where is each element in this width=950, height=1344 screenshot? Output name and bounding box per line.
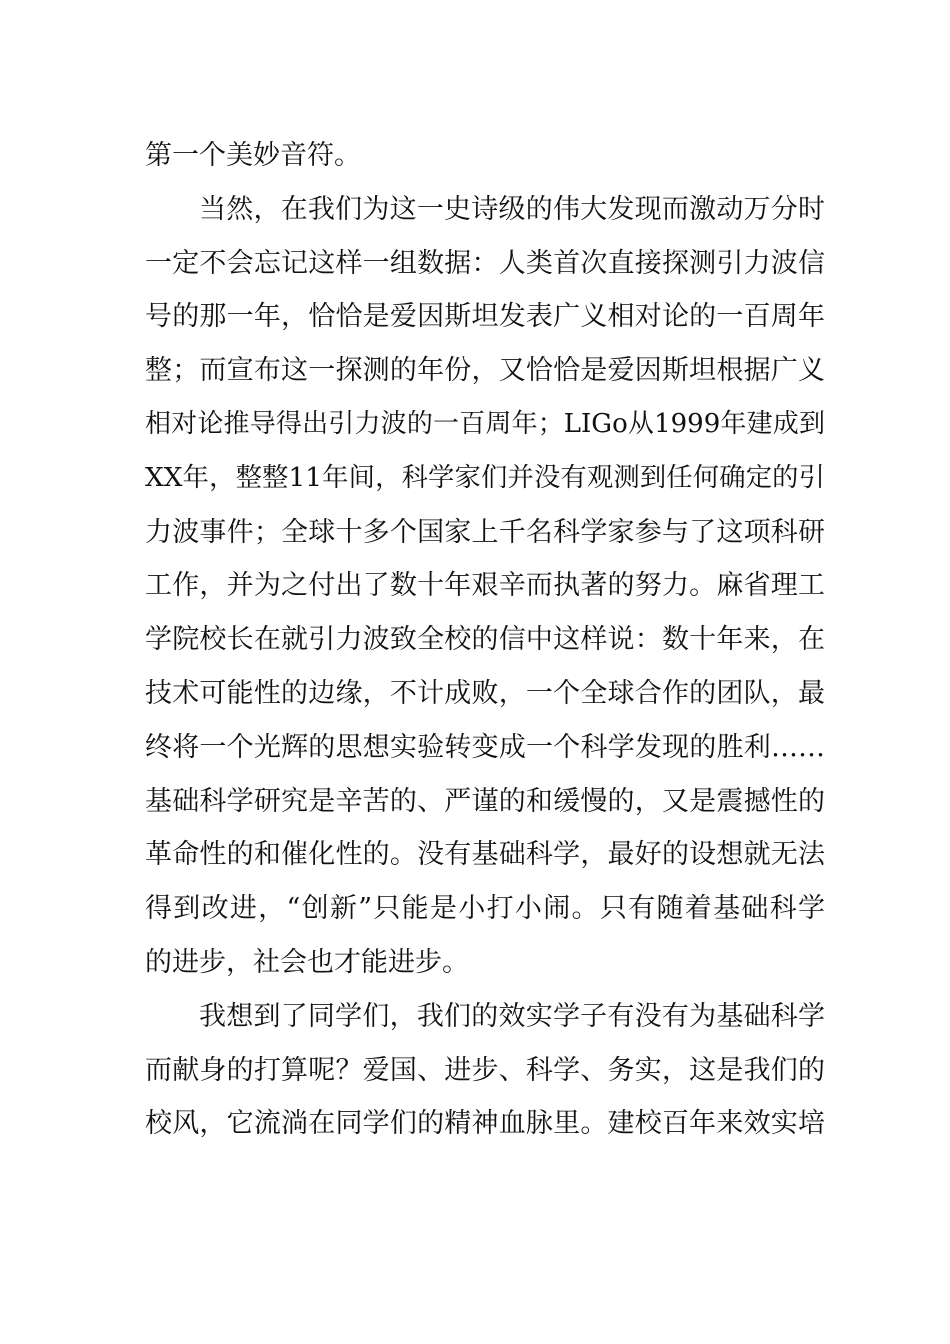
text-line: XX年，整整11年间，科学家们并没有观测到任何确定的引: [145, 462, 825, 493]
text-line: 工作，并为之付出了数十年艰辛而执著的努力。麻省理工: [145, 570, 825, 602]
text-line: 而献身的打算呢？爱国、进步、科学、务实，这是我们的: [145, 1054, 825, 1086]
text-line: 基础科学研究是辛苦的、严谨的和缓慢的，又是震撼性的: [145, 785, 825, 817]
text-line: 力波事件；全球十多个国家上千名科学家参与了这项科研: [145, 516, 825, 548]
text-line: 得到改进，“创新”只能是小打小闹。只有随着基础科学: [145, 893, 825, 925]
text-line: 整；而宣布这一探测的年份，又恰恰是爱因斯坦根据广义: [145, 355, 825, 387]
text-line: 第一个美妙音符。: [145, 140, 361, 171]
text-line: 相对论推导得出引力波的一百周年；LIGo从1999年建成到: [145, 408, 825, 439]
text-line: 校风，它流淌在同学们的精神血脉里。建校百年来效实培: [145, 1108, 825, 1140]
text-line: 技术可能性的边缘，不计成败，一个全球合作的团队，最: [145, 677, 825, 709]
text-line: 的进步，社会也才能进步。: [145, 946, 469, 978]
text-line: 当然，在我们为这一史诗级的伟大发现而激动万分时: [199, 193, 825, 225]
text-line: 革命性的和催化性的。没有基础科学，最好的设想就无法: [145, 839, 825, 871]
text-line: 终将一个光辉的思想实验转变成一个科学发现的胜利……: [145, 731, 825, 763]
text-line: 一定不会忘记这样一组数据：人类首次直接探测引力波信: [145, 247, 825, 279]
text-line: 学院校长在就引力波致全校的信中这样说：数十年来，在: [145, 624, 825, 656]
body-text: [145, 129, 825, 1151]
text-line: 我想到了同学们，我们的效实学子有没有为基础科学: [199, 1000, 825, 1032]
text-line: 号的那一年，恰恰是爱因斯坦发表广义相对论的一百周年: [145, 301, 825, 333]
